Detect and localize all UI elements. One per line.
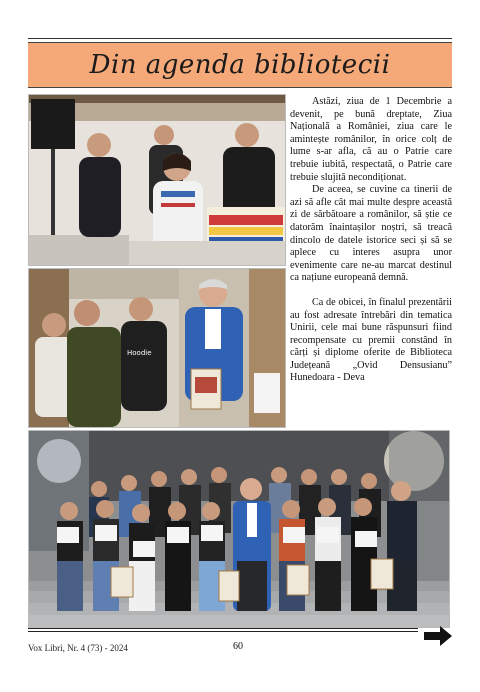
- photo-group: [28, 430, 450, 628]
- section-title: Din agenda bibliotecii: [89, 50, 391, 80]
- top-rule: [28, 38, 452, 39]
- footer-rule-secondary: [28, 631, 418, 632]
- paragraph-2: De aceea, se cuvine ca tinerii de azi să afle cât mai multe despre această zi de sărbătoare a românilor, să știe ce datorăm înaintașilor noștri, să treacă dincolo de datele istorice seci și să se aplece cu interes asupra unor evenimente care ne-au marcat destinul ca națiune europeană demnă.: [290, 184, 452, 284]
- arrow-right-icon[interactable]: [424, 626, 452, 651]
- section-banner: [28, 42, 452, 88]
- page-number: 60: [233, 641, 243, 652]
- paragraph-3: Ca de obicei, în finalul prezentării au fost adresate întrebări din tematica Unirii, cele mai bune răspunsuri fiind recompensate cu premii constând în cărți și diplome oferite de Biblioteca Județeană „Ovid Densusianu” Hunedoara - Deva: [290, 296, 452, 384]
- hoodie-text: Hoodie: [127, 349, 152, 357]
- paragraph-1: Astăzi, ziua de 1 Decembrie a devenit, pe bună dreptate, Ziua Națională a României, ziua care le amintește românilor, în orice colț de lume s-ar afla, că au o Patrie care trebuie iubită, respectată, o Patrie care trebuie slujită necondiționat.: [290, 96, 452, 183]
- publication-info: Vox Libri, Nr. 4 (73) - 2024: [28, 643, 128, 653]
- photo-presentation: [28, 94, 286, 266]
- footer-rule: [28, 628, 418, 629]
- article-text: [290, 96, 452, 385]
- photo-award: [28, 268, 286, 428]
